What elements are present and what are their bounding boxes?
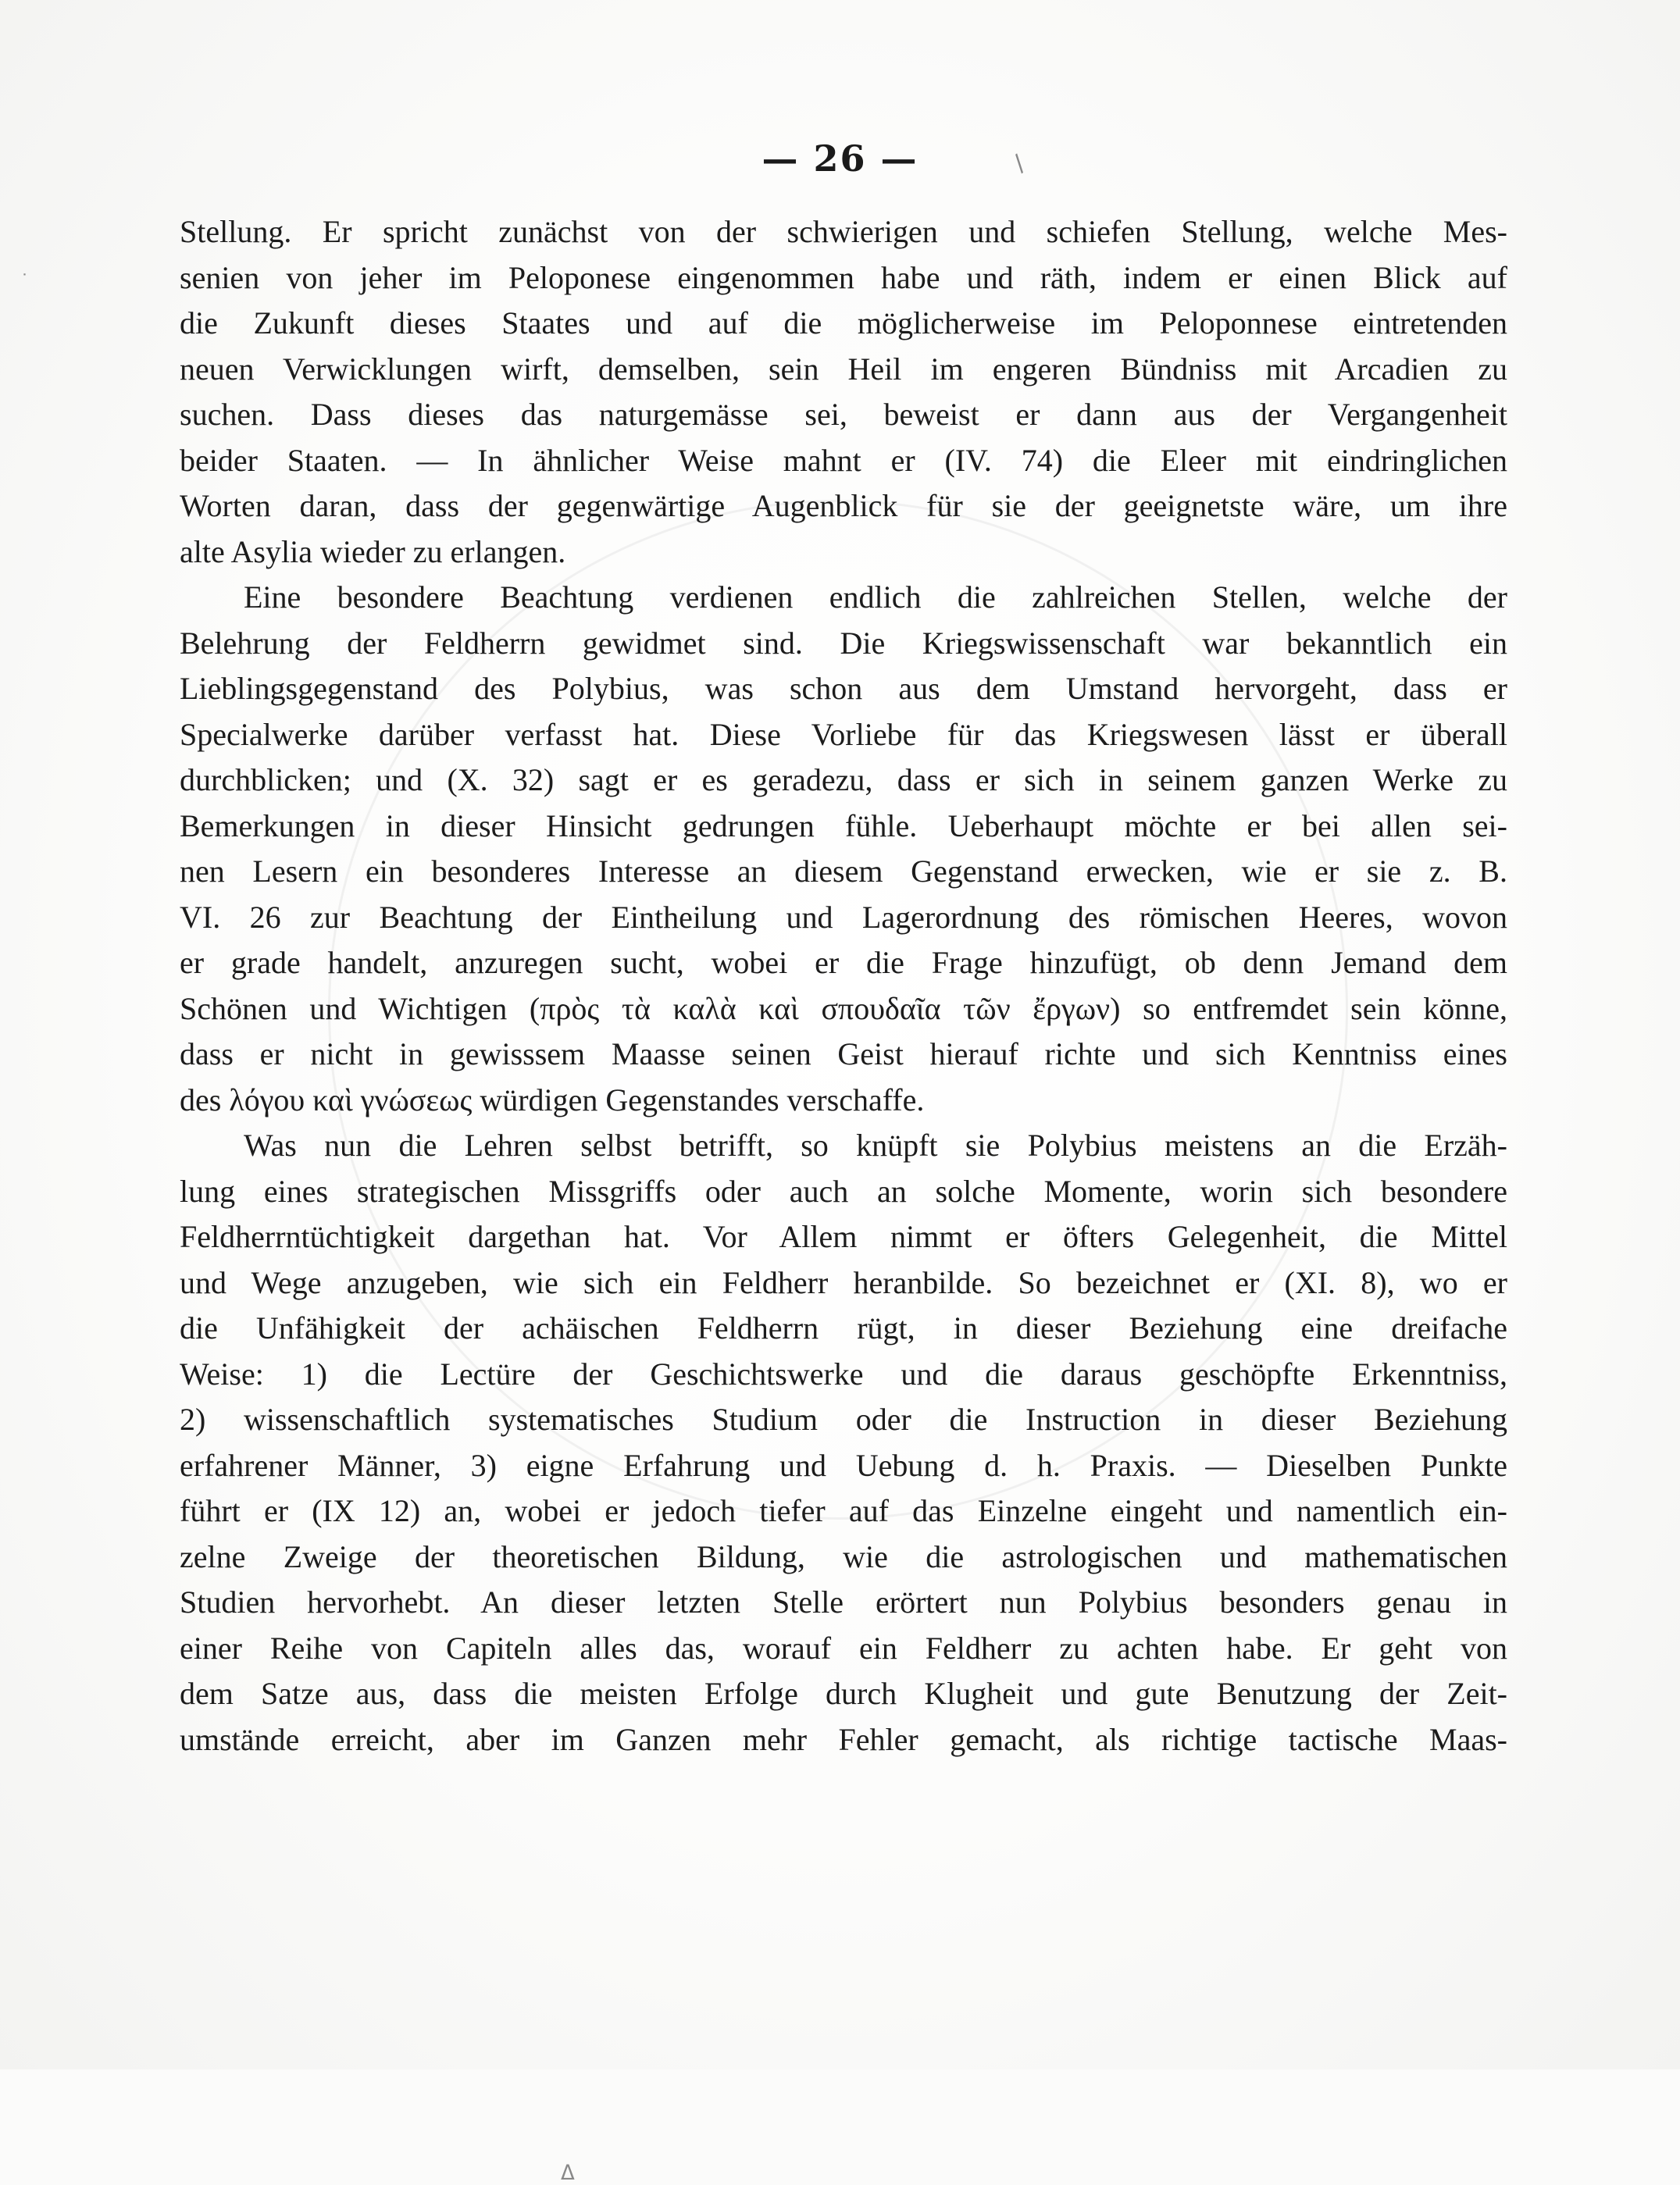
text-line: Belehrung der Feldherrn gewidmet sind. Die Kriegswissenschaft war bekanntlich ein	[180, 625, 1507, 661]
text-line: Stellung. Er spricht zunächst von der schwierigen und schiefen Stellung, welche Mes-	[180, 214, 1507, 249]
text-line: erfahrener Männer, 3) eigne Erfahrung und Uebung d. h. Praxis. — Dieselben Punkte	[180, 1447, 1507, 1483]
speck-mark: ᐃ	[561, 2162, 575, 2185]
text-line: er grade handelt, anzuregen sucht, wobei er die Frage hinzufügt, ob denn Jemand dem	[180, 945, 1507, 980]
text-line: dem Satze aus, dass die meisten Erfolge durch Klugheit und gute Benutzung der Zeit-	[180, 1676, 1507, 1711]
speck-mark: /	[1008, 150, 1031, 177]
text-line: Bemerkungen in dieser Hinsicht gedrungen fühle. Ueberhaupt möchte er bei allen sei-	[180, 807, 1507, 843]
text-line: neuen Verwicklungen wirft, demselben, sein Heil im engeren Bündniss mit Arcadien zu	[180, 351, 1507, 387]
text-line: führt er (IX 12) an, wobei er jedoch tiefer auf das Einzelne eingeht und namentlich ein-	[180, 1493, 1507, 1528]
text-line: Studien hervorhebt. An dieser letzten Stelle erörtert nun Polybius besonders genau in	[180, 1584, 1507, 1620]
page-number: — 26 —	[762, 137, 918, 180]
text-line: Feldherrntüchtigkeit dargethan hat. Vor Allem nimmt er öfters Gelegenheit, die Mittel	[180, 1219, 1507, 1254]
text-line: einer Reihe von Capiteln alles das, worauf ein Feldherr zu achten habe. Er geht von	[180, 1630, 1507, 1666]
text-line: des λόγου καὶ γνώσεως würdigen Gegenstandes verschaffe.	[180, 1082, 925, 1117]
text-line: die Unfähigkeit der achäischen Feldherrn rügt, in dieser Beziehung eine dreifache	[180, 1310, 1507, 1346]
text-line: zelne Zweige der theoretischen Bildung, wie die astrologischen und mathematischen	[180, 1538, 1507, 1574]
text-line: durchblicken; und (X. 32) sagt er es geradezu, dass er sich in seinem ganzen Werke zu	[180, 762, 1507, 797]
text-line: und Wege anzugeben, wie sich ein Feldherr heranbilde. So bezeichnet er (XI. 8), wo er	[180, 1264, 1507, 1300]
text-line: umstände erreicht, aber im Ganzen mehr Fehler gemacht, als richtige tactische Maas-	[180, 1721, 1507, 1757]
speck-mark: ˙	[20, 272, 29, 291]
body-text	[180, 209, 1507, 1763]
text-line: Schönen und Wichtigen (πρὸς τὰ καλὰ καὶ σπουδαῖα τῶν ἔργων) so entfremdet sein könne,	[180, 990, 1507, 1026]
text-line: VI. 26 zur Beachtung der Eintheilung und Lagerordnung des römischen Heeres, wovon	[180, 899, 1507, 935]
text-line: beider Staaten. — In ähnlicher Weise mahnt er (IV. 74) die Eleer mit eindringlichen	[180, 442, 1507, 478]
text-line: Worten daran, dass der gegenwärtige Augenblick für sie der geeignetste wäre, um ihre	[180, 488, 1507, 523]
text-line: lung eines strategischen Missgriffs oder auch an solche Momente, worin sich besondere	[180, 1173, 1507, 1209]
text-line: die Zukunft dieses Staates und auf die möglicherweise im Peloponnese eintretenden	[180, 305, 1507, 340]
text-line: 2) wissenschaftlich systematisches Studium oder die Instruction in dieser Beziehung	[180, 1402, 1507, 1437]
text-line: Weise: 1) die Lectüre der Geschichtswerke und die daraus geschöpfte Erkenntniss,	[180, 1356, 1507, 1392]
text-line: Specialwerke darüber verfasst hat. Diese Vorliebe für das Kriegswesen lässt er überall	[180, 716, 1507, 752]
text-line: dass er nicht in gewisssem Maasse seinen Geist hierauf richte und sich Kenntniss eines	[180, 1036, 1507, 1071]
text-line: senien von jeher im Peloponese eingenommen habe und räth, indem er einen Blick auf	[180, 259, 1507, 295]
text-line: alte Asylia wieder zu erlangen.	[180, 533, 566, 569]
text-line: Was nun die Lehren selbst betrifft, so knüpft sie Polybius meistens an die Erzäh-	[244, 1128, 1507, 1163]
text-line: nen Lesern ein besonderes Interesse an diesem Gegenstand erwecken, wie er sie z. B.	[180, 854, 1507, 889]
text-line: Eine besondere Beachtung verdienen endlich die zahlreichen Stellen, welche der	[244, 579, 1507, 615]
text-line: suchen. Dass dieses das naturgemässe sei, beweist er dann aus der Vergangenheit	[180, 397, 1507, 432]
text-line: Lieblingsgegenstand des Polybius, was schon aus dem Umstand hervorgeht, dass er	[180, 671, 1507, 706]
